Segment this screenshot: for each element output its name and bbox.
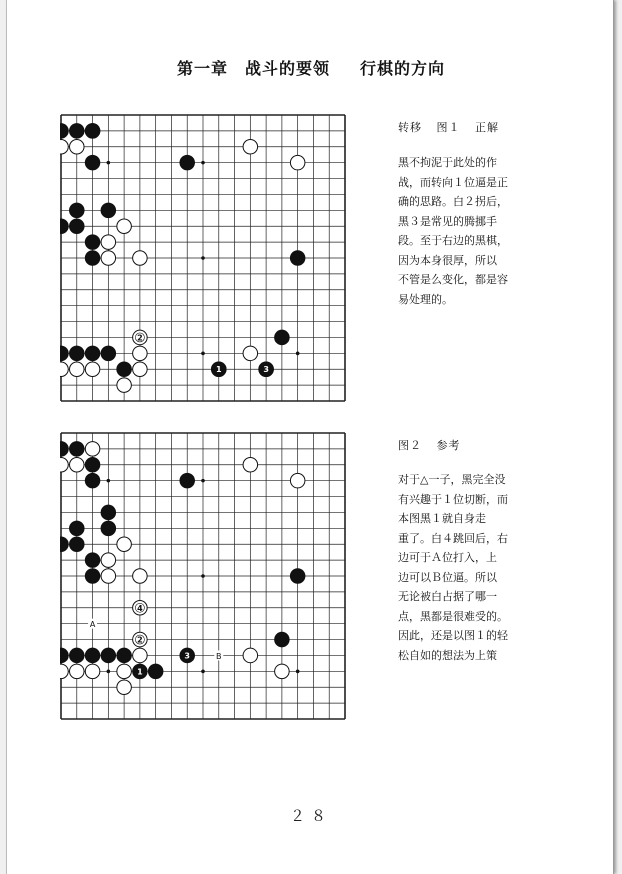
- black-stone: [85, 553, 100, 568]
- black-stone: [70, 537, 85, 552]
- black-stone: [60, 537, 68, 552]
- black-stone: [70, 648, 85, 663]
- black-stone: [180, 473, 195, 488]
- text-line: 黑３是常见的腾挪手: [398, 214, 497, 228]
- white-stone: [85, 664, 100, 679]
- point-letter: A: [89, 620, 96, 630]
- stone-number: 1: [215, 365, 222, 375]
- figure-2-caption: [398, 437, 471, 453]
- white-stone: [243, 140, 258, 155]
- white-stone: [70, 458, 85, 473]
- black-stone: [117, 648, 132, 663]
- star-point: [201, 479, 205, 483]
- text-line: 本图黑１就自身走: [398, 512, 486, 525]
- page-number: ２８: [289, 807, 332, 825]
- white-stone: [60, 664, 68, 679]
- black-stone: [60, 124, 68, 139]
- white-stone: [243, 648, 258, 663]
- white-stone: [101, 251, 116, 266]
- white-stone: [275, 664, 290, 679]
- figure-1-commentary: [398, 153, 544, 309]
- text-line: 松自如的想法为上策: [398, 648, 497, 662]
- stone-number: 3: [263, 365, 269, 375]
- figure-1-number: 图１: [436, 121, 461, 134]
- board-svg: [60, 432, 346, 720]
- black-stone: [60, 648, 68, 663]
- black-stone: [85, 235, 100, 250]
- text-line: 不管是么变化，都是容: [398, 273, 508, 286]
- black-stone: [180, 155, 195, 170]
- white-stone: [243, 346, 258, 361]
- white-stone: [290, 155, 305, 170]
- white-stone: [117, 680, 132, 695]
- white-stone: [117, 378, 132, 393]
- black-stone: [117, 362, 132, 377]
- black-stone: [101, 505, 116, 520]
- stone-number: 3: [184, 651, 191, 661]
- black-stone: [101, 203, 116, 218]
- white-stone: [133, 362, 148, 377]
- white-stone: [70, 664, 85, 679]
- text-line: 易处理的。: [398, 292, 453, 306]
- go-board-figure-2: [60, 432, 344, 718]
- white-stone: [117, 537, 132, 552]
- white-stone: [101, 235, 116, 250]
- white-stone: [243, 458, 258, 473]
- stone-number: 4: [137, 603, 143, 613]
- black-stone: [85, 155, 100, 170]
- star-point: [296, 352, 300, 356]
- white-stone: [290, 473, 305, 488]
- black-stone: [70, 521, 85, 536]
- text-line: 段。至于右边的黑棋，: [398, 234, 508, 247]
- figure-2-name: 图２: [398, 439, 422, 452]
- go-board-figure-1: [60, 114, 344, 400]
- white-stone: [70, 362, 85, 377]
- page-title: [0, 56, 622, 79]
- text-line: 战，而转向１位逼是正: [398, 175, 508, 189]
- black-stone: [70, 219, 85, 234]
- text-line: 因此，还是以图１的轻: [398, 629, 508, 642]
- text-line: 边可以Ｂ位逼。所以: [398, 570, 497, 584]
- text-line: 边可于Ａ位打入，上: [398, 551, 497, 564]
- black-stone: [60, 442, 68, 457]
- black-stone: [85, 569, 100, 584]
- board-svg: [60, 114, 346, 402]
- star-point: [201, 574, 205, 578]
- black-stone: [101, 346, 116, 361]
- star-point: [107, 479, 111, 483]
- black-stone: [85, 124, 100, 139]
- black-stone: [85, 458, 100, 473]
- white-stone: [70, 140, 85, 155]
- star-point: [201, 670, 205, 674]
- white-stone: [101, 553, 116, 568]
- white-stone: [117, 664, 132, 679]
- text-line: 重了。白４跳回后，右: [398, 531, 508, 545]
- white-stone: [133, 648, 148, 663]
- star-point: [107, 670, 111, 674]
- black-stone: [275, 330, 290, 345]
- text-line: 无论被白占据了哪一: [398, 590, 497, 603]
- text-line: 有兴趣于１位切断，而: [398, 492, 508, 506]
- white-stone: [133, 346, 148, 361]
- stone-number: 2: [137, 635, 143, 645]
- black-stone: [70, 124, 85, 139]
- section-title: 行棋的方向: [360, 59, 446, 78]
- black-stone: [60, 219, 68, 234]
- black-stone: [70, 442, 85, 457]
- figure-2-commentary: [398, 470, 544, 665]
- text-line: 对于△一子，黑完全没: [398, 473, 506, 486]
- black-stone: [85, 473, 100, 488]
- text-line: 因为本身很厚，所以: [398, 253, 497, 267]
- text-line: 黑不拘泥于此处的作: [398, 156, 497, 169]
- white-stone: [133, 569, 148, 584]
- black-stone: [70, 346, 85, 361]
- black-stone: [85, 648, 100, 663]
- star-point: [201, 161, 205, 165]
- black-stone: [275, 632, 290, 647]
- white-stone: [101, 569, 116, 584]
- chapter-title: 第一章 战斗的要领: [176, 59, 330, 78]
- white-stone: [117, 219, 132, 234]
- black-stone: [148, 664, 163, 679]
- black-stone: [101, 521, 116, 536]
- black-stone: [290, 569, 305, 584]
- star-point: [296, 670, 300, 674]
- white-stone: [60, 140, 68, 155]
- white-stone: [60, 362, 68, 377]
- figure-1-caption: [398, 119, 509, 135]
- black-stone: [85, 346, 100, 361]
- text-line: 点，黑都是很难受的。: [398, 609, 508, 623]
- figure-1-name: 转移: [398, 121, 422, 134]
- star-point: [107, 161, 111, 165]
- white-stone: [85, 362, 100, 377]
- black-stone: [60, 346, 68, 361]
- figure-2-number: 参考: [436, 439, 461, 452]
- white-stone: [85, 442, 100, 457]
- stone-number: 1: [137, 667, 143, 677]
- black-stone: [101, 648, 116, 663]
- figure-1-tag: 正解: [475, 121, 499, 134]
- text-line: 确的思路。白２拐后，: [398, 195, 508, 208]
- point-letter: B: [216, 651, 222, 661]
- black-stone: [290, 251, 305, 266]
- black-stone: [85, 251, 100, 266]
- star-point: [201, 256, 205, 260]
- star-point: [201, 352, 205, 356]
- stone-number: 2: [137, 333, 143, 343]
- white-stone: [60, 458, 68, 473]
- white-stone: [133, 251, 148, 266]
- black-stone: [70, 203, 85, 218]
